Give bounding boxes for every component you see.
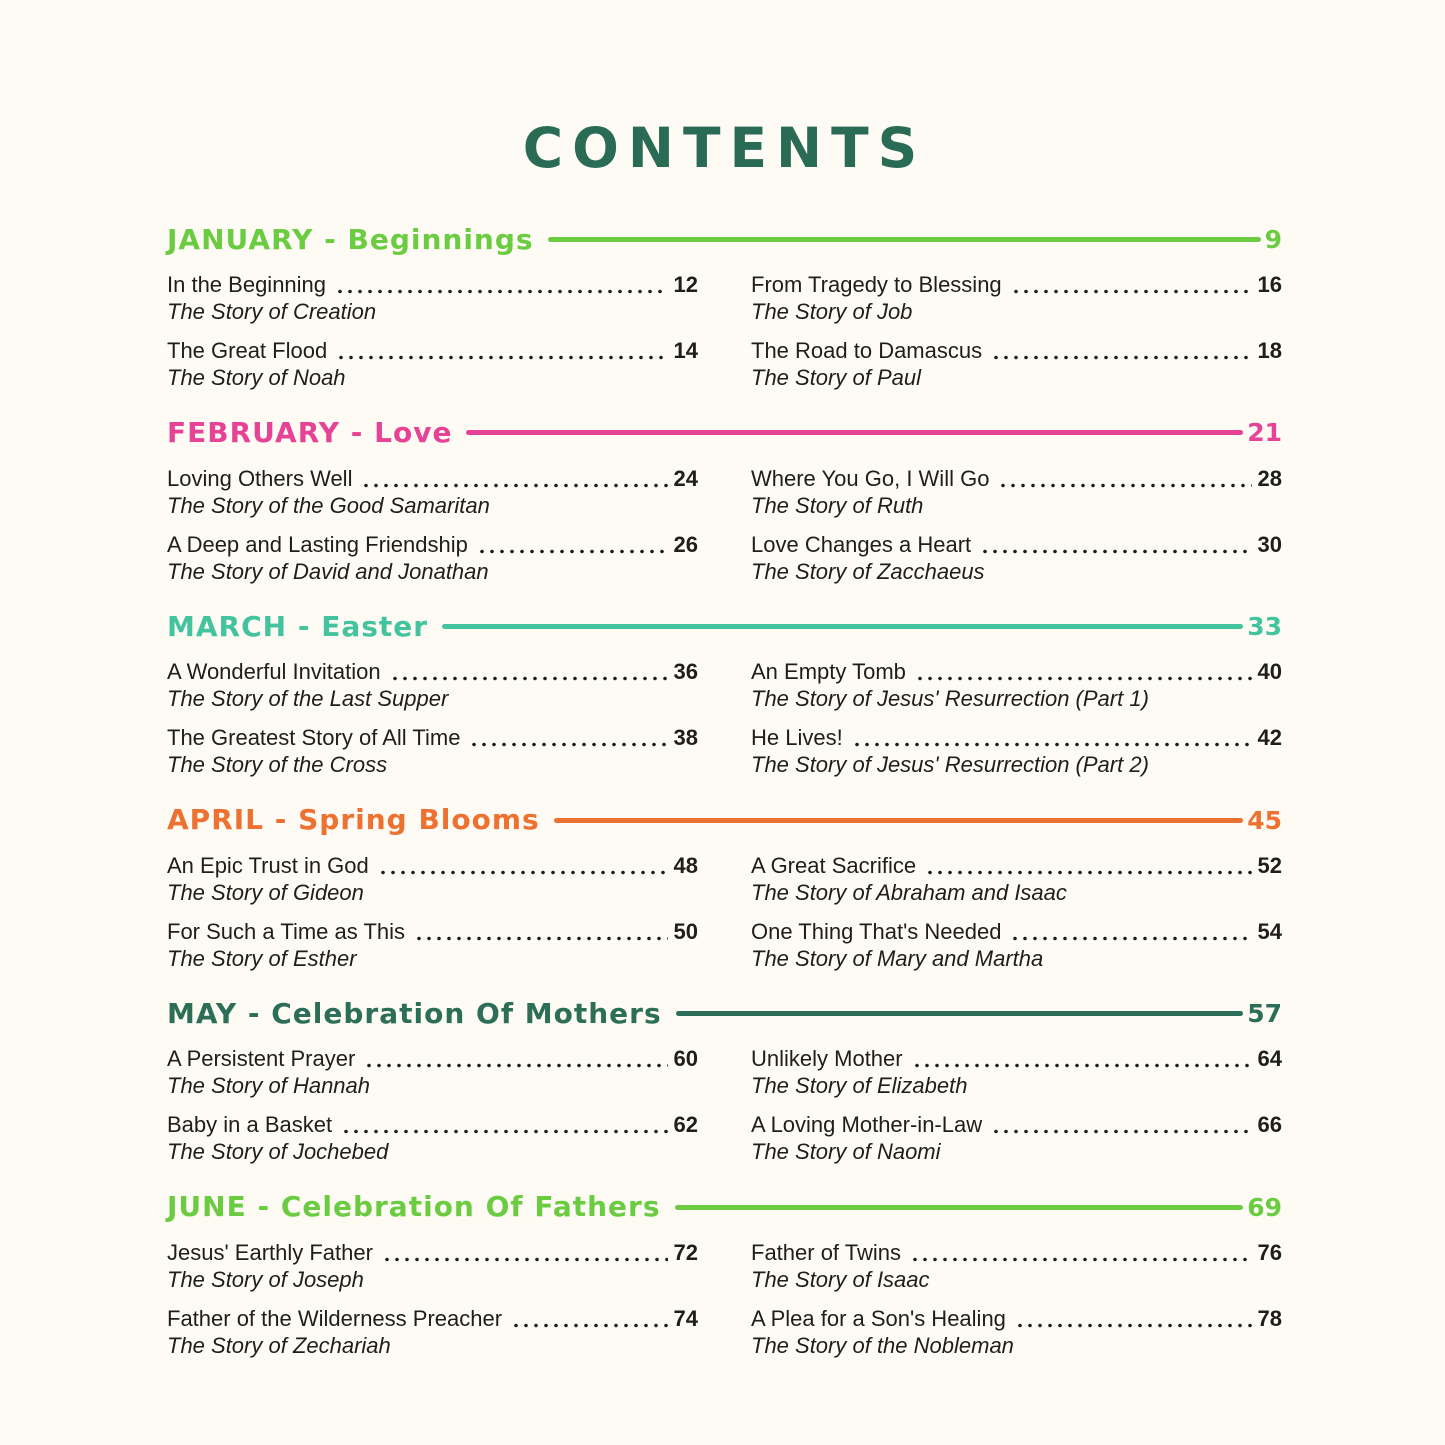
entry-page-number: 66 [1257,1112,1282,1138]
toc-entry [751,465,1282,519]
section-header [167,803,1282,837]
entry-subtitle: The Story of Isaac [751,1267,930,1293]
entry-page-number: 52 [1257,852,1282,878]
toc-entry [751,1305,1282,1359]
section-label: FEBRUARY - Love [167,416,453,450]
entry-subtitle: The Story of Esther [167,945,357,971]
section-rule [442,624,1243,629]
section-label: APRIL - Spring Blooms [167,803,540,837]
entry-page-number: 38 [673,725,698,751]
toc-entry [167,852,698,906]
entry-subtitle: The Story of Zacchaeus [751,558,985,584]
entry-subtitle: The Story of Mary and Martha [751,945,1044,971]
toc-entry [751,337,1282,391]
toc-section-february [167,416,1282,597]
entry-subtitle: The Story of Jesus' Resurrection (Part 1) [751,686,1149,712]
toc-entry [751,1045,1282,1099]
section-rule [466,430,1243,435]
entry-page-number: 42 [1257,725,1282,751]
dot-leader [998,465,1251,492]
dot-leader [378,852,668,879]
entry-title: Unlikely Mother [751,1046,903,1072]
dot-leader [390,658,668,685]
toc-entry [751,918,1282,972]
entry-title: The Greatest Story of All Time [167,725,461,751]
entry-subtitle: The Story of Creation [167,299,377,325]
section-header [167,1190,1282,1224]
toc-entry [167,531,698,585]
toc-entry [751,658,1282,712]
entry-page-number: 64 [1257,1046,1282,1072]
toc-entry [167,1239,698,1293]
section-page-number: 45 [1247,805,1282,835]
toc-entry [751,531,1282,585]
entry-subtitle: The Story of the Cross [167,752,388,778]
entry-page-number: 36 [673,659,698,685]
section-entries [167,271,1282,403]
dot-leader [336,337,667,364]
entry-title: In the Beginning [167,272,327,298]
entry-page-number: 62 [673,1112,698,1138]
dot-leader [991,337,1251,364]
dot-leader [991,1111,1251,1138]
entry-title: A Loving Mother-in-Law [751,1112,983,1138]
dot-leader [382,1239,668,1266]
toc-entry [751,1239,1282,1293]
dot-leader [980,531,1251,558]
entry-subtitle: The Story of Abraham and Isaac [751,879,1067,905]
dot-leader [915,658,1252,685]
section-page-number: 21 [1247,418,1282,448]
toc-section-june [167,1190,1282,1371]
section-entries [167,465,1282,597]
section-entries [167,658,1282,790]
entry-title: A Persistent Prayer [167,1046,356,1072]
toc-entry [167,658,698,712]
section-entries [167,1239,1282,1371]
entry-subtitle: The Story of the Last Supper [167,686,449,712]
entry-page-number: 14 [673,338,698,364]
entry-subtitle: The Story of Paul [751,365,921,391]
dot-leader [414,918,668,945]
section-label: JANUARY - Beginnings [167,222,534,256]
dot-leader [1011,271,1252,298]
section-entries [167,852,1282,984]
entry-page-number: 74 [673,1306,698,1332]
dot-leader [477,531,668,558]
toc-entry [167,1305,698,1359]
dot-leader [852,724,1252,751]
entry-title: Love Changes a Heart [751,531,972,557]
dot-leader [925,852,1251,879]
entry-subtitle: The Story of Naomi [751,1139,941,1165]
entry-subtitle: The Story of Jesus' Resurrection (Part 2) [751,752,1149,778]
section-label: MARCH - Easter [167,609,429,643]
entry-title: A Deep and Lasting Friendship [167,531,468,557]
entry-subtitle: The Story of the Nobleman [751,1333,1014,1359]
dot-leader [912,1045,1252,1072]
dot-leader [469,724,667,751]
entry-page-number: 16 [1257,272,1282,298]
entry-title: Loving Others Well [167,465,353,491]
toc-section-january [167,223,1282,404]
entry-title: An Empty Tomb [751,659,906,685]
entry-page-number: 60 [673,1046,698,1072]
entry-page-number: 78 [1257,1306,1282,1332]
entry-subtitle: The Story of Job [751,299,913,325]
entry-title: From Tragedy to Blessing [751,272,1002,298]
entry-page-number: 54 [1257,918,1282,944]
toc-entry [167,465,698,519]
entry-page-number: 26 [673,531,698,557]
toc-entry [167,271,698,325]
entry-page-number: 24 [673,465,698,491]
section-rule [554,818,1243,823]
page-title: CONTENTS [522,116,927,180]
entry-page-number: 50 [673,918,698,944]
toc-entry [167,724,698,778]
entry-subtitle: The Story of the Good Samaritan [167,492,490,518]
entry-title: A Plea for a Son's Healing [751,1306,1006,1332]
section-page-number: 33 [1247,611,1282,641]
entry-title: One Thing That's Needed [751,918,1002,944]
dot-leader [341,1111,667,1138]
section-header [167,610,1282,644]
toc-entry [167,337,698,391]
dot-leader [1015,1305,1252,1332]
entry-subtitle: The Story of Zechariah [167,1333,391,1359]
entry-title: Where You Go, I Will Go [751,465,990,491]
section-label: JUNE - Celebration Of Fathers [167,1190,661,1224]
entry-title: Jesus' Earthly Father [167,1240,373,1266]
toc-entry [751,1111,1282,1165]
entry-title: Father of the Wilderness Preacher [167,1306,503,1332]
entry-subtitle: The Story of Joseph [167,1267,364,1293]
entry-subtitle: The Story of Hannah [167,1073,371,1099]
entry-subtitle: The Story of Elizabeth [751,1073,968,1099]
toc-section-march [167,610,1282,791]
section-entries [167,1045,1282,1177]
entry-title: The Great Flood [167,338,328,364]
dot-leader [361,465,667,492]
entry-title: For Such a Time as This [167,918,406,944]
entry-title: The Road to Damascus [751,338,983,364]
section-page-number: 9 [1264,224,1282,254]
toc-entry [751,724,1282,778]
entry-subtitle: The Story of Gideon [167,879,364,905]
entry-page-number: 12 [673,272,698,298]
entry-page-number: 28 [1257,465,1282,491]
entry-title: Father of Twins [751,1240,901,1266]
section-page-number: 69 [1247,1192,1282,1222]
entry-page-number: 40 [1257,659,1282,685]
entry-title: A Great Sacrifice [751,852,917,878]
entry-title: An Epic Trust in God [167,852,369,878]
dot-leader [335,271,667,298]
entry-page-number: 76 [1257,1240,1282,1266]
entry-subtitle: The Story of Jochebed [167,1139,389,1165]
entry-title: He Lives! [751,725,843,751]
entry-subtitle: The Story of David and Jonathan [167,558,489,584]
toc-entry [751,271,1282,325]
toc-entry [167,918,698,972]
entry-page-number: 18 [1257,338,1282,364]
section-rule [676,1011,1244,1016]
dot-leader [1010,918,1251,945]
toc-section-may [167,997,1282,1178]
section-header [167,997,1282,1031]
section-header [167,223,1282,257]
entry-title: Baby in a Basket [167,1112,333,1138]
entry-page-number: 48 [673,852,698,878]
section-header [167,416,1282,450]
toc-entry [167,1111,698,1165]
entry-subtitle: The Story of Ruth [751,492,924,518]
dot-leader [364,1045,667,1072]
toc-entry [751,852,1282,906]
entry-page-number: 30 [1257,531,1282,557]
toc-entry [167,1045,698,1099]
section-rule [675,1205,1244,1210]
section-rule [548,237,1261,242]
section-page-number: 57 [1247,999,1282,1029]
entry-page-number: 72 [673,1240,698,1266]
toc-section-april [167,803,1282,984]
entry-title: A Wonderful Invitation [167,659,381,685]
dot-leader [511,1305,667,1332]
entry-subtitle: The Story of Noah [167,365,346,391]
section-label: MAY - Celebration Of Mothers [167,996,662,1030]
dot-leader [910,1239,1252,1266]
